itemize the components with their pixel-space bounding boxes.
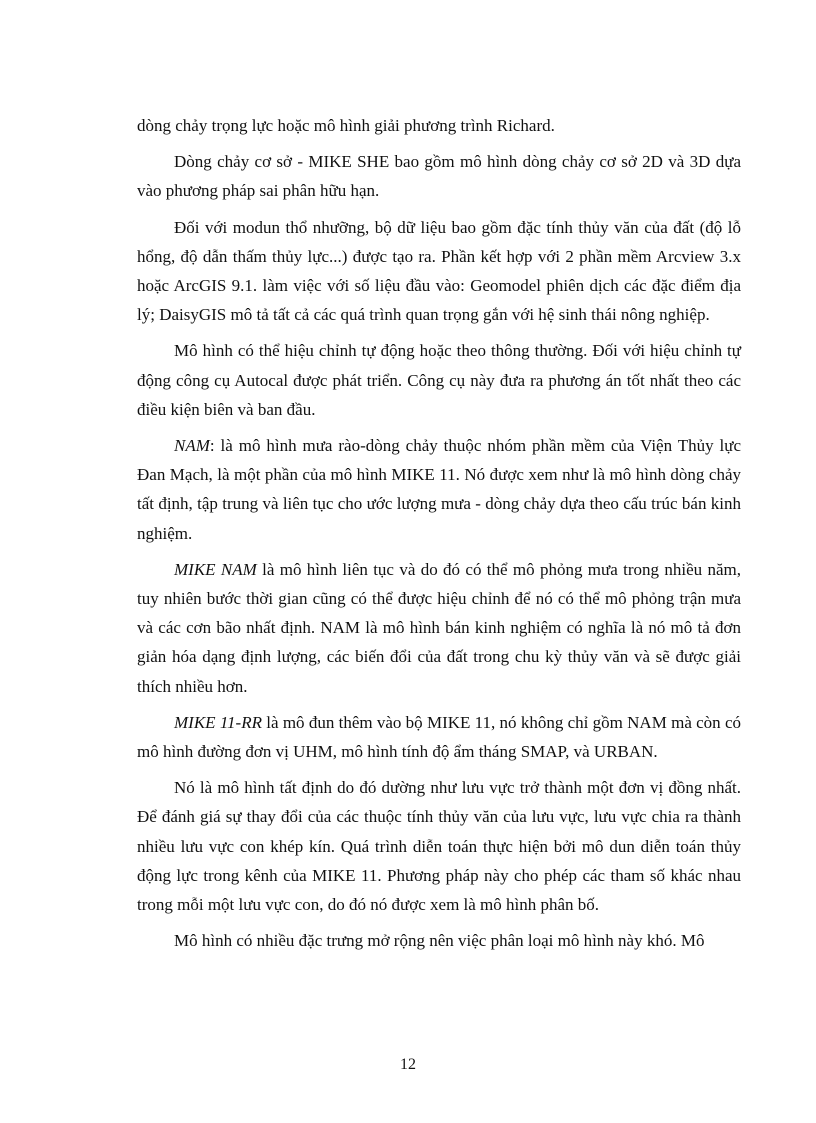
paragraph-mike-nam (137, 555, 741, 701)
paragraph-nam (137, 431, 741, 548)
paragraph-soil-module: Đối với modun thổ nhưỡng, bộ dữ liệu bao gồm đặc tính thủy văn của đất (độ lỗ hổng, độ dẫn thấm thủy lực...) được tạo ra. Phần kết hợp với 2 phần mềm Arcview 3.x hoặc ArcGIS 9.1. làm việc với số liệu đầu vào: Geomodel phiên dịch các đặc điểm địa lý; DaisyGIS mô tả tất cả các quá trình quan trọng gắn với hệ sinh thái nông nghiệp. (137, 217, 741, 325)
page-number: 12 (400, 1056, 416, 1073)
paragraph-deterministic: Nó là mô hình tất định do đó dường như lưu vực trở thành một đơn vị đồng nhất. Để đánh giá sự thay đổi của các thuộc tính thủy văn của lưu vực, lưu vực chia ra thành nhiều lưu vực con khép kín. Quá trình diễn toán thực hiện bởi mô dun diễn toán thủy động lực trong kênh của MIKE 11. Phương pháp này cho phép các tham số khác nhau trong mỗi một lưu vực con, do đó nó được xem là mô hình phân bố. (137, 778, 741, 915)
term-mike-nam: MIKE NAM (174, 559, 257, 579)
paragraph-mike-11-rr (137, 708, 741, 766)
term-nam: NAM (174, 436, 210, 456)
paragraph-baseflow: Dòng chảy cơ sở - MIKE SHE bao gồm mô hình dòng chảy cơ sở 2D và 3D dựa vào phương pháp sai phân hữu hạn. (137, 152, 741, 201)
paragraph-mike-11-rr-text: là mô đun thêm vào bộ MIKE 11, nó không chỉ gồm NAM mà còn có mô hình đường đơn vị UHM, mô hình tính độ ẩm tháng SMAP, và URBAN. (137, 712, 742, 762)
paragraph-calibration: Mô hình có thể hiệu chỉnh tự động hoặc theo thông thường. Đối với hiệu chỉnh tự động công cụ Autocal được phát triển. Công cụ này đưa ra phương án tốt nhất theo các điều kiện biên và ban đầu. (137, 341, 741, 419)
document-body (137, 111, 741, 962)
term-mike-11-rr: MIKE 11-RR (174, 712, 262, 732)
paragraph-continuation: dòng chảy trọng lực hoặc mô hình giải phương trình Richard. (137, 116, 555, 135)
paragraph-mike-nam-text: là mô hình liên tục và do đó có thể mô phỏng mưa trong nhiều năm, tuy nhiên bước thời gian cũng có thể được hiệu chỉnh để nó có thể mô phỏng trận mưa và các cơn bão nhất định. NAM là mô hình bán kinh nghiệm có nghĩa là nó mô tả đơn giản hóa dạng định lượng, các biến đổi của đất trong chu kỳ thủy văn và sẽ được giải thích nhiều hơn. (137, 559, 741, 696)
paragraph-extended-features: Mô hình có nhiều đặc trưng mở rộng nên việc phân loại mô hình này khó. Mô (174, 931, 705, 951)
paragraph-nam-text: : là mô hình mưa rào-dòng chảy thuộc nhóm phần mềm của Viện Thủy lực Đan Mạch, là một phần của mô hình MIKE 11. Nó được xem như là mô hình dòng chảy tất định, tập trung và liên tục cho ước lượng mưa - dòng chảy dựa theo cấu trúc bán kinh nghiệm. (137, 436, 741, 543)
